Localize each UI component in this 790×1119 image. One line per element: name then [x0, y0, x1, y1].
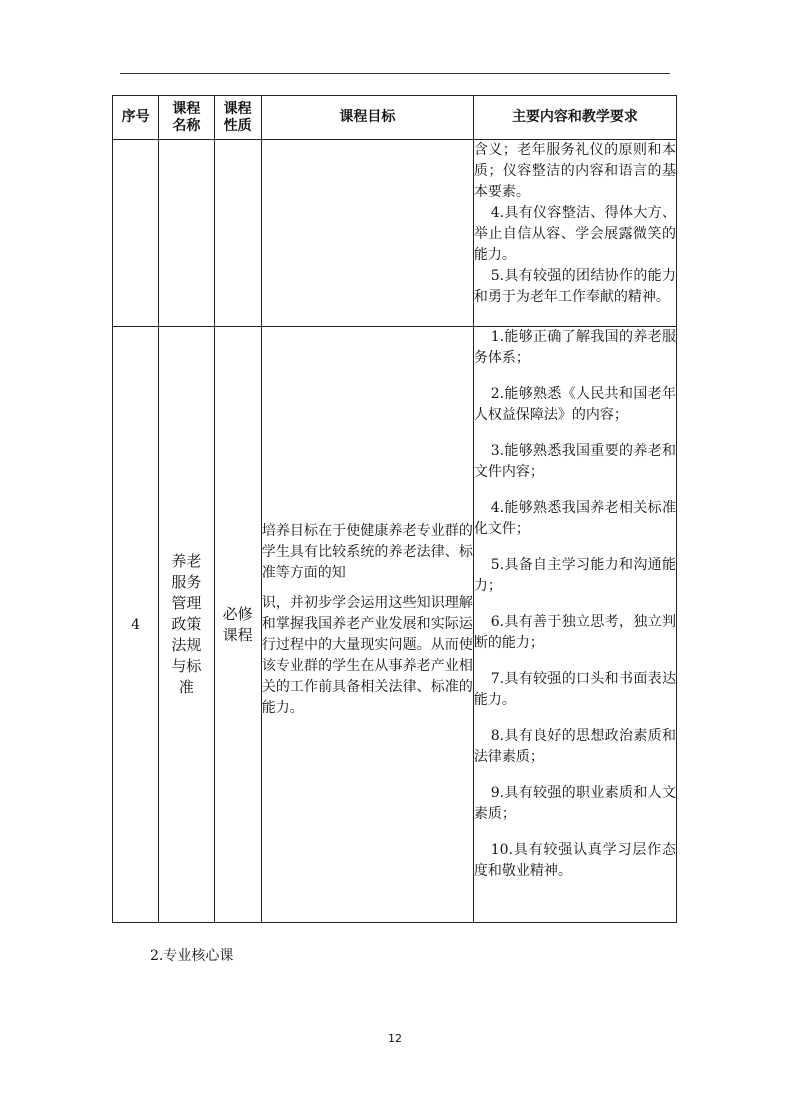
content-item: 8.具有良好的思想政治素质和法律素质； [473, 728, 676, 765]
course-name-line: 法规 [171, 636, 202, 654]
cell-course-nature [214, 327, 261, 923]
cell-course-name [159, 327, 214, 923]
header-course-nature [214, 96, 261, 140]
content-item: 7.具有较强的口头和书面表达能力。 [473, 671, 676, 708]
content-continued-text: 含义；老年服务礼仪的原则和本质；仪容整洁的内容和语言的基本要素。 [473, 142, 676, 200]
cell-name-empty [159, 140, 214, 327]
content-item: 3.能够熟悉我国重要的养老和文件内容； [473, 443, 676, 480]
content-item: 5.具备自主学习能力和沟通能力； [473, 557, 676, 594]
course-name-line: 准 [178, 678, 194, 696]
cell-content-list [473, 327, 676, 923]
cell-seq-empty [113, 140, 159, 327]
course-nature-line: 必修 [222, 604, 253, 623]
content-item: 1.能够正确了解我国的养老服务体系； [473, 329, 676, 366]
header-course-name-line1: 课程 [172, 100, 201, 117]
course-goal-paragraph: 培养目标在于使健康养老专业群的学生具有比较系统的养老法律、标准等方面的知 [261, 523, 473, 581]
content-item: 2.能够熟悉《人民共和国老年人权益保障法》的内容； [473, 386, 676, 423]
header-rule [120, 73, 670, 74]
cell-course-goal [261, 327, 473, 923]
content-continued-item-4: 4.具有仪容整洁、得体大方、举止自信从容、学会展露微笑的能力。 [473, 205, 676, 263]
header-seq: 序号 [113, 96, 159, 140]
cell-nature-empty [214, 140, 261, 327]
cell-content-continued [473, 140, 676, 327]
course-name-line: 管理 [171, 594, 202, 612]
course-name-line: 政策 [171, 615, 202, 633]
header-course-nature-line1: 课程 [223, 100, 252, 117]
course-table [112, 95, 677, 923]
course-goal-paragraph: 识，并初步学会运用这些知识理解和掌握我国养老产业发展和实际运行过程中的大量现实问题。从而使该专业群的学生在从事养老产业相关的工作前具备相关法律、标准的能力。 [261, 595, 473, 716]
table-header-row [113, 96, 677, 140]
course-name-line: 服务 [171, 573, 202, 591]
content-continued-item-5: 5.具有较强的团结协作的能力和勇于为老年工作奉献的精神。 [473, 268, 676, 305]
header-course-name [159, 96, 214, 140]
cell-goal-empty [261, 140, 473, 327]
course-name-line: 与标 [171, 657, 202, 675]
page-number: 12 [388, 1032, 402, 1045]
course-name-line: 养老 [171, 552, 202, 570]
course-nature-line: 课程 [222, 625, 253, 644]
content-item: 6.具有善于独立思考，独立判断的能力； [473, 614, 676, 651]
content-item: 9.具有较强的职业素质和人文素质； [473, 785, 676, 822]
table-row-course-4 [113, 327, 677, 923]
header-course-nature-line2: 性质 [223, 117, 252, 134]
cell-seq: 4 [113, 327, 159, 923]
section-heading: 2.专业核心课 [150, 948, 234, 964]
table-row-continued [113, 140, 677, 327]
header-course-name-line2: 名称 [172, 117, 201, 134]
content-item: 4.能够熟悉我国养老相关标准化文件； [473, 500, 676, 537]
header-content: 主要内容和教学要求 [473, 96, 676, 140]
content-item: 10.具有较强认真学习层作态度和敬业精神。 [473, 842, 676, 879]
header-course-goal: 课程目标 [261, 96, 473, 140]
